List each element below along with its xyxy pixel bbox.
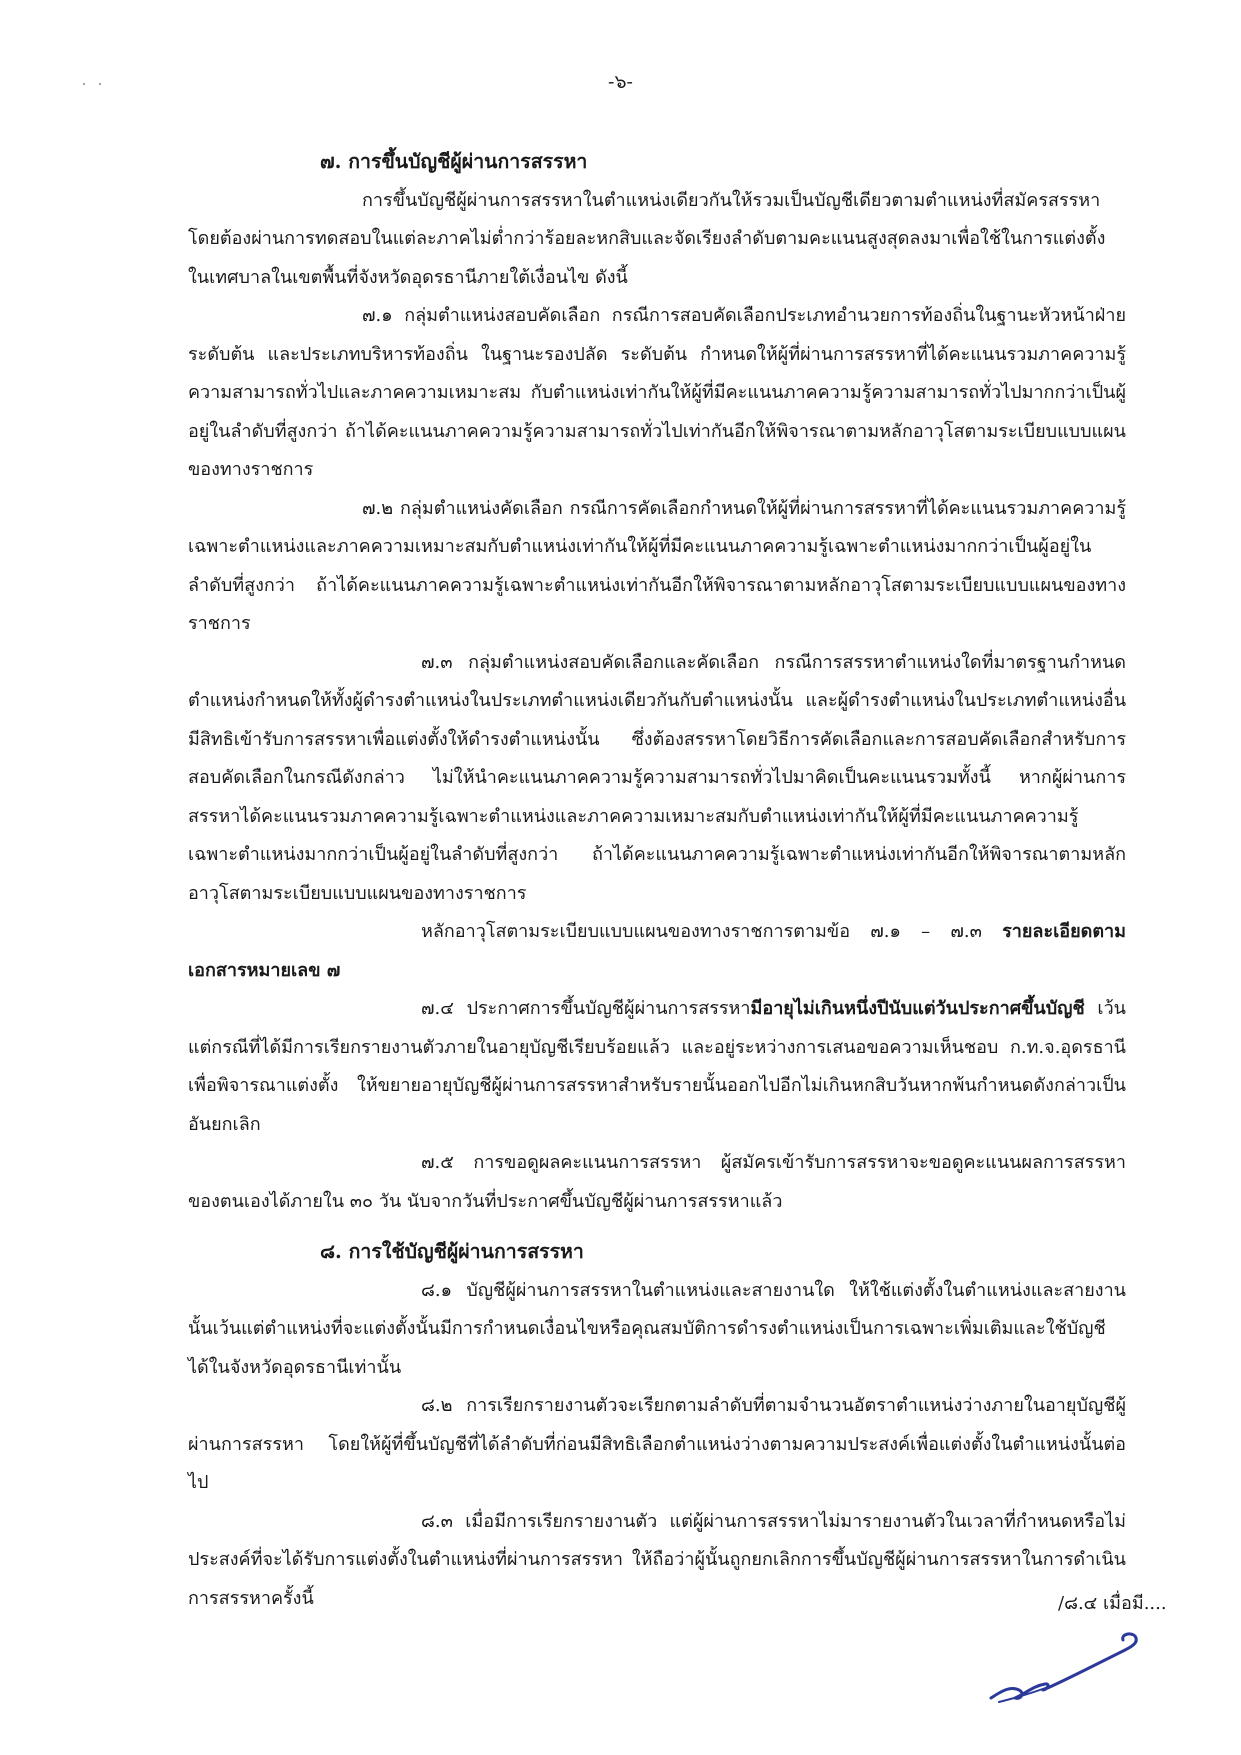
continuation-marker: /๘.๔ เมื่อมี....	[1058, 1593, 1167, 1614]
clause-7-4	[188, 990, 1126, 1144]
signature	[985, 1620, 1145, 1720]
clause-7-5: ๗.๕ การขอดูผลคะแนนการสรรหา ผู้สมัครเข้ารับการสรรหาจะขอดูคะแนนผลการสรรหาของตนเองได้ภายใน ๓๐ วัน นับจากวันที่ประกาศขึ้นบัญชีผู้ผ่านการสรรหาแล้ว	[188, 1152, 1126, 1212]
page-number: -๖-	[608, 71, 633, 93]
clause-8-2: ๘.๒ การเรียกรายงานตัวจะเรียกตามลำดับที่ตามจำนวนอัตราตำแหน่งว่างภายในอายุบัญชีผู้ผ่านการสรรหา โดยให้ผู้ที่ขึ้นบัญชีที่ได้ลำดับที่ก่อนมีสิทธิเลือกตำแหน่งว่างตามความประสงค์เพื่อแต่งตั้งในตำแหน่งนั้นต่อไป	[188, 1395, 1126, 1493]
seniority-note	[188, 913, 1126, 990]
clause-7-2: ๗.๒ กลุ่มตำแหน่งคัดเลือก กรณีการคัดเลือกกำหนดให้ผู้ที่ผ่านการสรรหาที่ได้คะแนนรวมภาคความรู้เฉพาะตำแหน่งและภาคความเหมาะสมกับตำแหน่งเท่ากันให้ผู้ที่มีคะแนนภาคความรู้เฉพาะตำแหน่งมากกว่าเป็นผู้อยู่ในลำดับที่สูงกว่า ถ้าได้คะแนนภาคความรู้เฉพาะตำแหน่งเท่ากันอีกให้พิจารณาตามหลักอาวุโสตามระเบียบแบบแผนของทางราชการ	[188, 497, 1126, 634]
section-8-heading: ๘. การใช้บัญชีผู้ผ่านการสรรหา	[320, 1240, 584, 1263]
section-7-intro: การขึ้นบัญชีผู้ผ่านการสรรหาในตำแหน่งเดียวกันให้รวมเป็นบัญชีเดียวตามตำแหน่งที่สมัครสรรหา โดยต้องผ่านการทดสอบในแต่ละภาคไม่ต่ำกว่าร้อยละหกสิบและจัดเรียงลำดับตามคะแนนสูงสุดลงมาเพื่อใช้ในการแต่งตั้งในเทศบาลในเขตพื้นที่จังหวัดอุดรธานีภายใต้เงื่อนไข ดังนี้	[188, 189, 1106, 288]
clause-7-4-rest: เว้นแต่กรณีที่ได้มีการเรียกรายงานตัวภายในอายุบัญชีเรียบร้อยแล้ว และอยู่ระหว่างการเสนอขอความเห็นชอบ ก.ท.จ.อุดรธานี เพื่อพิจารณาแต่งตั้ง ให้ขยายอายุบัญชีผู้ผ่านการสรรหาสำหรับรายนั้นออกไปอีกไม่เกินหกสิบวันหากพ้นกำหนดดังกล่าวเป็นอันยกเลิก	[188, 998, 1126, 1135]
section-7-heading: ๗. การขึ้นบัญชีผู้ผ่านการสรรหา	[320, 150, 588, 173]
seniority-text: หลักอาวุโสตามระเบียบแบบแผนของทางราชการตามข้อ ๗.๑ – ๗.๓	[421, 921, 1003, 942]
clause-7-4-validity: มีอายุไม่เกินหนึ่งปีนับแต่วันประกาศขึ้นบัญชี	[750, 998, 1085, 1019]
document-body	[188, 143, 1126, 1618]
clause-8-1: ๘.๑ บัญชีผู้ผ่านการสรรหาในตำแหน่งและสายงานใด ให้ใช้แต่งตั้งในตำแหน่งและสายงานนั้นเว้นแต่ตำแหน่งที่จะแต่งตั้งนั้นมีการกำหนดเงื่อนไขหรือคุณสมบัติการดำรงตำแหน่งเป็นการเฉพาะเพิ่มเติมและใช้บัญชีได้ในจังหวัดอุดรธานีเท่านั้น	[188, 1279, 1126, 1378]
clause-8-3: ๘.๓ เมื่อมีการเรียกรายงานตัว แต่ผู้ผ่านการสรรหาไม่มารายงานตัวในเวลาที่กำหนดหรือไม่ประสงค์ที่จะได้รับการแต่งตั้งในตำแหน่งที่ผ่านการสรรหา ให้ถือว่าผู้นั้นถูกยกเลิกการขึ้นบัญชีผู้ผ่านการสรรหาในการดำเนินการสรรหาครั้งนี้	[188, 1510, 1126, 1609]
seniority-reference: รายละเอียดตามเอกสารหมายเลข ๗	[188, 921, 1126, 981]
signature-drawing	[985, 1620, 1145, 1720]
clause-7-3: ๗.๓ กลุ่มตำแหน่งสอบคัดเลือกและคัดเลือก กรณีการสรรหาตำแหน่งใดที่มาตรฐานกำหนดตำแหน่งกำหนดให้ทั้งผู้ดำรงตำแหน่งในประเภทตำแหน่งเดียวกันกับตำแหน่งนั้น และผู้ดำรงตำแหน่งในประเภทตำแหน่งอื่นมีสิทธิเข้ารับการสรรหาเพื่อแต่งตั้งให้ดำรงตำแหน่งนั้น ซึ่งต้องสรรหาโดยวิธีการคัดเลือกและการสอบคัดเลือกสำหรับการสอบคัดเลือกในกรณีดังกล่าว ไม่ให้นำคะแนนภาคความรู้ความสามารถทั่วไปมาคิดเป็นคะแนนรวมทั้งนี้ หากผู้ผ่านการสรรหาได้คะแนนรวมภาคความรู้เฉพาะตำแหน่งและภาคความเหมาะสมกับตำแหน่งเท่ากันให้ผู้ที่มีคะแนนภาคความรู้เฉพาะตำแหน่งมากกว่าเป็นผู้อยู่ในลำดับที่สูงกว่า ถ้าได้คะแนนภาคความรู้เฉพาะตำแหน่งเท่ากันอีกให้พิจารณาตามหลักอาวุโสตามระเบียบแบบแผนของทางราชการ	[188, 651, 1126, 904]
clause-7-1: ๗.๑ กลุ่มตำแหน่งสอบคัดเลือก กรณีการสอบคัดเลือกประเภทอำนวยการท้องถิ่นในฐานะหัวหน้าฝ่าย ระดับต้น และประเภทบริหารท้องถิ่น ในฐานะรองปลัด ระดับต้น กำหนดให้ผู้ที่ผ่านการสรรหาที่ได้คะแนนรวมภาคความรู้ความสามารถทั่วไปและภาคความเหมาะสม กับตำแหน่งเท่ากันให้ผู้ที่มีคะแนนภาคความรู้ความสามารถทั่วไปมากกว่าเป็นผู้อยู่ในลำดับที่สูงกว่า ถ้าได้คะแนนภาคความรู้ความสามารถทั่วไปเท่ากันอีกให้พิจารณาตามหลักอาวุโสตามระเบียบแบบแผนของทางราชการ	[188, 305, 1126, 480]
clause-7-4-lead: ๗.๔ ประกาศการขึ้นบัญชีผู้ผ่านการสรรหา	[421, 998, 751, 1019]
